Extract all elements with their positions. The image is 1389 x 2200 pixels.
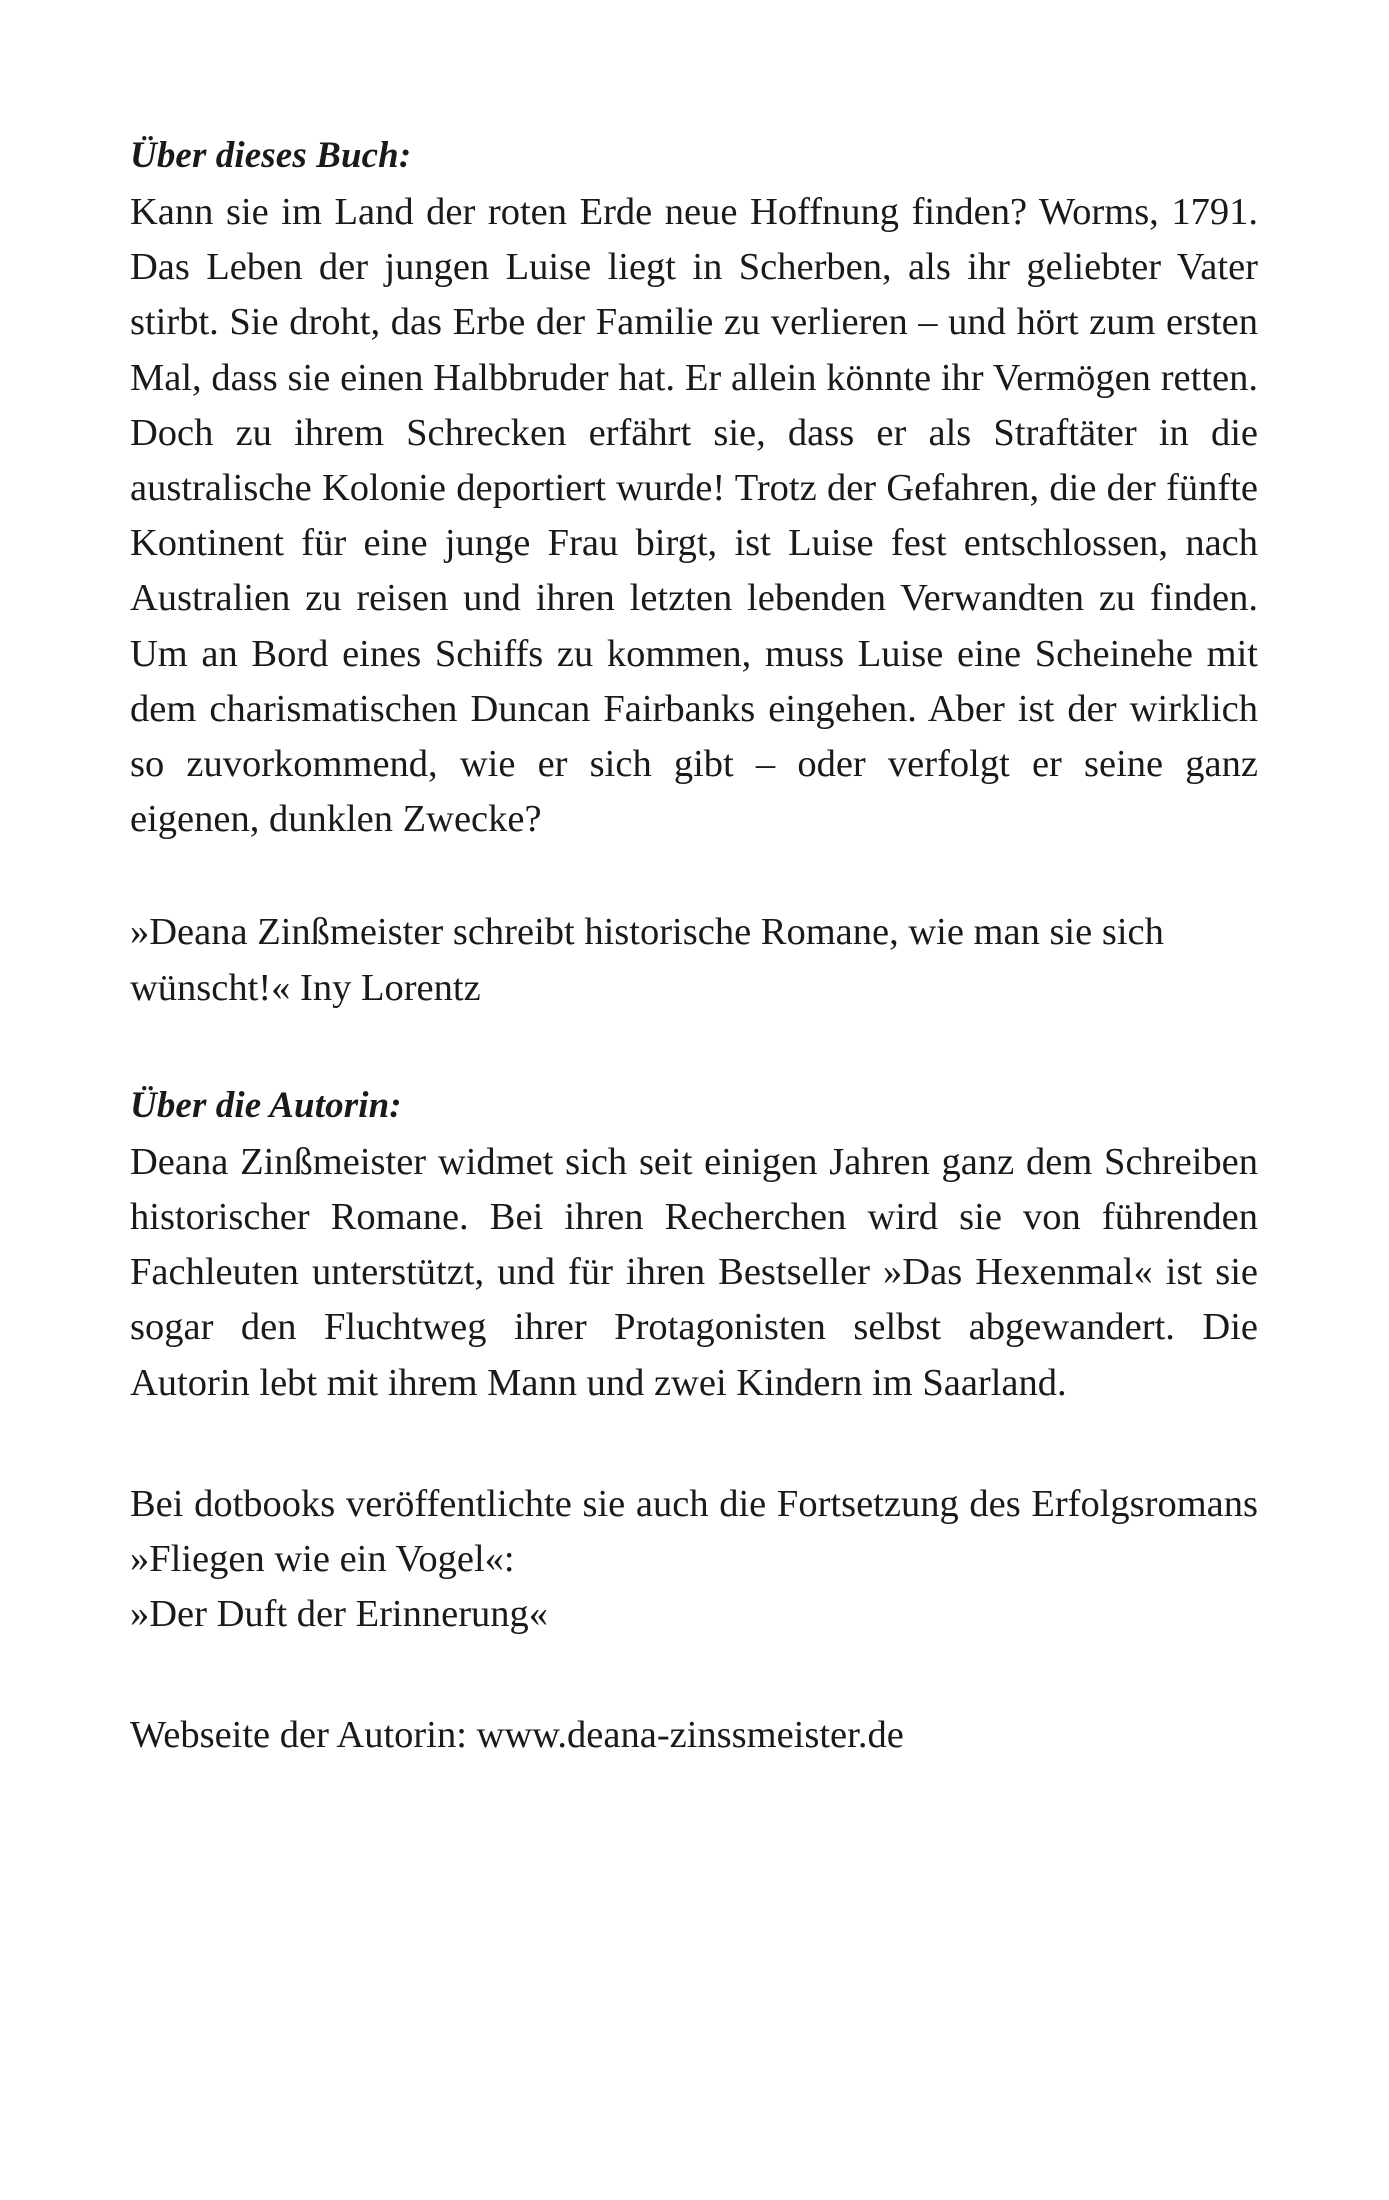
other-titles-intro: Bei dotbooks veröffentlichte sie auch die Fortsetzung des Erfolgsromans »Fliegen wie ein Vogel«: <box>130 1482 1258 1581</box>
endorsement-quote: »Deana Zinßmeister schreibt historische Romane, wie man sie sich wünscht!« Iny Lorentz <box>130 911 1164 1009</box>
page-content <box>130 128 1258 1764</box>
spacer-after-other-titles <box>130 1642 1258 1708</box>
about-author-body: Deana Zinßmeister widmet sich seit einigen Jahren ganz dem Schreiben historischer Romane. Bei ihren Recherchen wird sie von führenden Fachleuten unterstützt, und für ihren Bestseller »Das Hexenmal« ist sie sogar den Fluchtweg ihrer Protagonisten selbst abgewandert. Die Autorin lebt mit ihrem Mann und zwei Kindern im Saarland. <box>130 1140 1258 1404</box>
other-titles-title: »Der Duft der Erinnerung« <box>130 1593 549 1636</box>
about-book-body: Kann sie im Land der roten Erde neue Hoffnung finden? Worms, 1791. Das Leben der jungen Luise liegt in Scherben, als ihr geliebter Vater stirbt. Sie droht, das Erbe der Familie zu verlieren – und hört zum ersten Mal, dass sie einen Halbbruder hat. Er allein könnte ihr Vermögen retten. Doch zu ihrem Schrecken erfährt sie, dass er als Straftäter in die australische Kolonie deportiert wurde! Trotz der Gefahren, die der fünfte Kontinent für eine junge Frau birgt, ist Luise fest entschlossen, nach Australien zu reisen und ihren letzten lebenden Verwandten zu finden. Um an Bord eines Schiffs zu kommen, muss Luise eine Scheinehe mit dem charismatischen Duncan Fairbanks eingehen. Aber ist der wirklich so zuvorkommend, wie er sich gibt – oder verfolgt er seine ganz eigenen, dunklen Zwecke? <box>130 191 1258 841</box>
author-website-line: Webseite der Autorin: www.deana-zinssmeister.de <box>130 1714 904 1757</box>
spacer-after-about-book <box>130 847 1258 905</box>
about-author-heading: Über die Autorin: <box>130 1084 402 1126</box>
spacer-after-about-author <box>130 1411 1258 1477</box>
about-book-heading: Über dieses Buch: <box>130 135 412 176</box>
spacer-after-endorsement <box>130 1016 1258 1078</box>
